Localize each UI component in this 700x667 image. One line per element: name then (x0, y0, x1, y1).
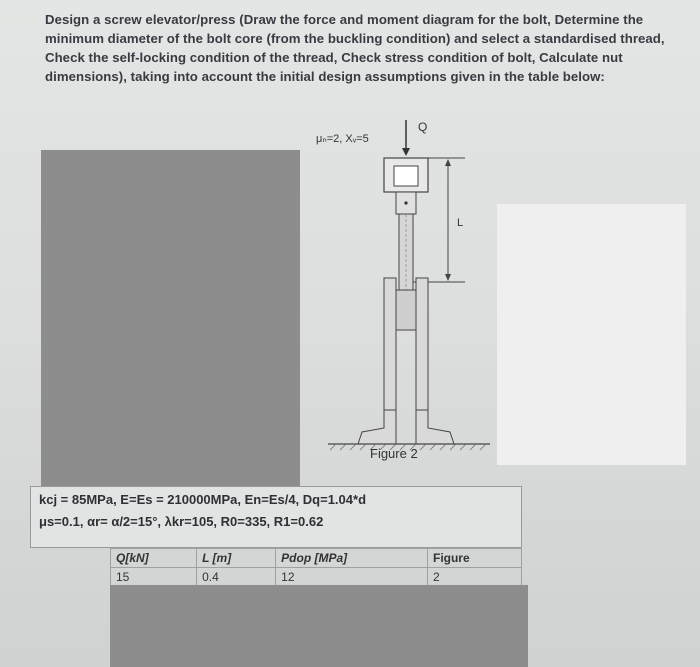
figure-mu-label: μₙ=2, Xᵥ=5 (316, 133, 369, 145)
table-row (111, 568, 522, 587)
design-parameters-box (30, 486, 522, 548)
table-cell: 0.4 (197, 568, 276, 587)
table-header-row (111, 549, 522, 568)
table-header-cell: Pdop [MPa] (276, 549, 428, 568)
screw-press-drawing (300, 110, 497, 480)
screw-press-figure (300, 110, 497, 480)
problem-statement: Design a screw elevator/press (Draw the force and moment diagram for the bolt, Determine the minimum diameter of the bolt core (from the buckling condition) and select a standardised thread, Check the self-locking condition of the thread, Check stress condition of bolt, Calculate nut dimensions), taking into account the initial design assumptions given in the table below: (45, 12, 665, 84)
table-cell: 15 (111, 568, 197, 587)
figure-caption: Figure 2 (370, 446, 418, 461)
parameters-line-2: μs=0.1, αr= α/2=15°, λkr=105, R0=335, R1=0.62 (39, 514, 324, 529)
blank-block-right (497, 204, 686, 465)
figure-length-label: L (457, 217, 464, 229)
redaction-block-bottom (110, 585, 528, 667)
table-header-cell: Figure (427, 549, 521, 568)
figure-load-label: Q (418, 120, 428, 134)
table-cell: 2 (427, 568, 521, 587)
design-data-table (110, 548, 522, 587)
parameters-line-1: kcj = 85MPa, E=Es = 210000MPa, En=Es/4, Dq=1.04*d (39, 492, 367, 507)
redaction-block-left (41, 150, 300, 486)
table-header-cell: L [m] (197, 549, 276, 568)
table-header-cell: Q[kN] (111, 549, 197, 568)
table-cell: 12 (276, 568, 428, 587)
